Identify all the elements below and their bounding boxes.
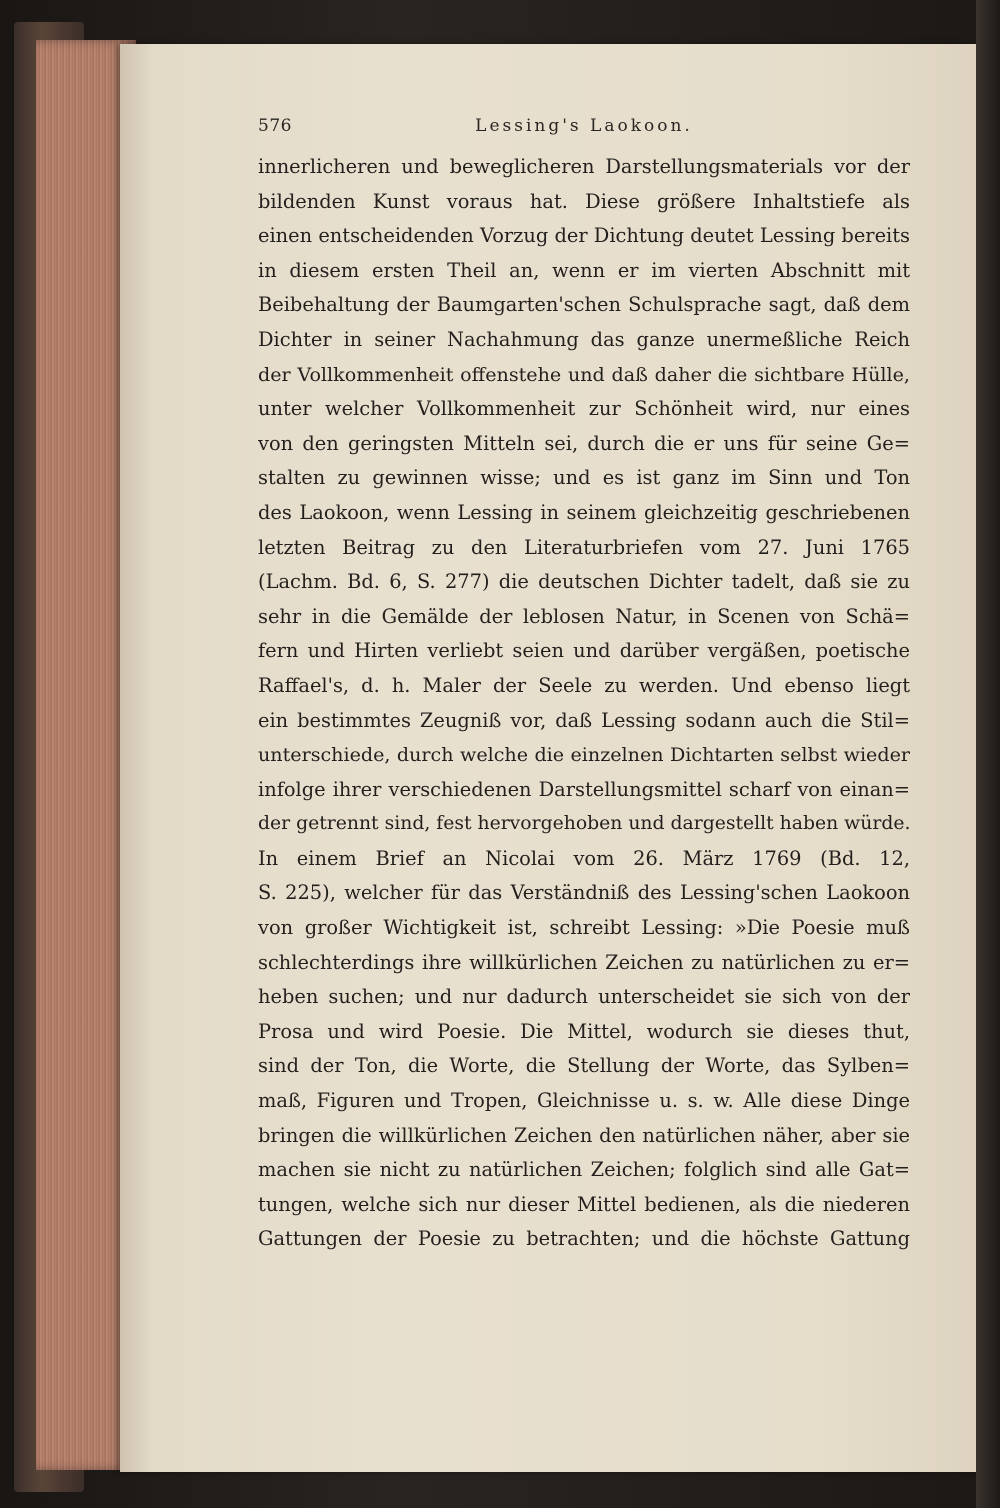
text-line: sehr in die Gemälde der leblosen Natur, in Scenen von Schä=	[258, 604, 910, 628]
text-line: infolge ihrer verschiedenen Darstellungsmittel scharf von einan=	[258, 777, 910, 801]
text-line: des Laokoon, wenn Lessing in seinem gleichzeitig geschriebenen	[258, 500, 910, 524]
text-line: in diesem ersten Theil an, wenn er im vierten Abschnitt mit	[258, 258, 910, 282]
text-line: einen entscheidenden Vorzug der Dichtung deutet Lessing bereits	[258, 224, 910, 248]
text-line: von den geringsten Mitteln sei, durch die er uns für seine Ge=	[258, 431, 910, 455]
text-line: tungen, welche sich nur dieser Mittel bedienen, als die niederen	[258, 1192, 910, 1216]
page-gutter-shadow	[976, 0, 1000, 1508]
text-line: (Lachm. Bd. 6, S. 277) die deutschen Dichter tadelt, daß sie zu	[258, 570, 910, 594]
text-line: Raffael's, d. h. Maler der Seele zu werden. Und ebenso liegt	[258, 673, 910, 697]
text-line: machen sie nicht zu natürlichen Zeichen; folglich sind alle Gat=	[258, 1158, 910, 1182]
text-line: ein bestimmtes Zeugniß vor, daß Lessing sodann auch die Stil=	[258, 708, 910, 732]
text-line: der Vollkommenheit offenstehe und daß daher die sichtbare Hülle,	[258, 362, 910, 386]
text-line: Prosa und wird Poesie. Die Mittel, wodurch sie dieses thut,	[258, 1019, 910, 1043]
text-line: Dichter in seiner Nachahmung das ganze unermeßliche Reich	[258, 327, 910, 351]
text-line: schlechterdings ihre willkürlichen Zeichen zu natürlichen zu er=	[258, 950, 910, 974]
text-line: Gattungen der Poesie zu betrachten; und die höchste Gattung	[258, 1227, 910, 1251]
running-head-title: Lessing's Laokoon.	[475, 116, 693, 136]
text-line: fern und Hirten verliebt seien und darüber vergäßen, poetische	[258, 639, 910, 663]
text-line: der getrennt sind, fest hervorgehoben und dargestellt haben würde.	[258, 813, 910, 835]
text-line: S. 225), welcher für das Verständniß des Lessing'schen Laokoon	[258, 881, 910, 905]
text-line: In einem Brief an Nicolai vom 26. März 1769 (Bd. 12,	[258, 846, 910, 870]
text-line: unterschiede, durch welche die einzelnen Dichtarten selbst wieder	[258, 743, 910, 767]
body-text	[258, 150, 910, 1257]
text-line: innerlicheren und beweglicheren Darstellungsmaterials vor der	[258, 155, 910, 178]
running-head	[258, 112, 910, 142]
text-line: unter welcher Vollkommenheit zur Schönheit wird, nur eines	[258, 397, 910, 421]
page-number: 576	[258, 116, 292, 136]
text-line: Beibehaltung der Baumgarten'schen Schulsprache sagt, daß dem	[258, 293, 910, 317]
text-line: heben suchen; und nur dadurch unterscheidet sie sich von der	[258, 985, 910, 1009]
text-line: bringen die willkürlichen Zeichen den natürlichen näher, aber sie	[258, 1123, 910, 1147]
text-line: maß, Figuren und Tropen, Gleichnisse u. s. w. Alle diese Dinge	[258, 1089, 910, 1113]
text-line: von großer Wichtigkeit ist, schreibt Lessing: »Die Poesie muß	[258, 916, 910, 940]
text-line: stalten zu gewinnen wisse; und es ist ganz im Sinn und Ton	[258, 466, 910, 490]
text-line: sind der Ton, die Worte, die Stellung der Worte, das Sylben=	[258, 1054, 910, 1078]
text-line: bildenden Kunst voraus hat. Diese größere Inhaltstiefe als	[258, 189, 910, 213]
text-line: letzten Beitrag zu den Literaturbriefen vom 27. Juni 1765	[258, 535, 910, 559]
